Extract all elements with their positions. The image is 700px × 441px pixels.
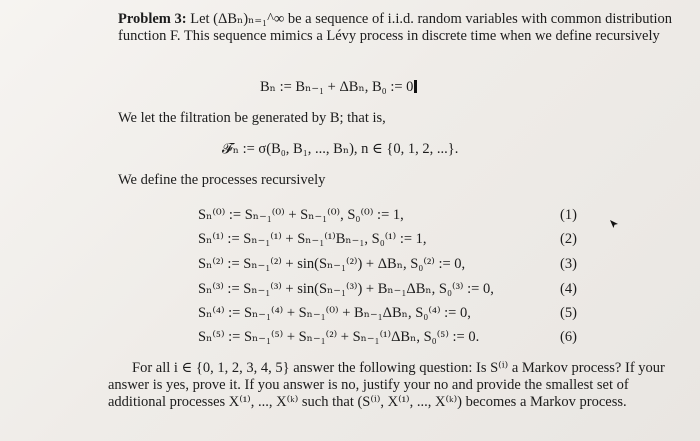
equation-4: Sₙ⁽³⁾ := Sₙ₋₁⁽³⁾ + sin(Sₙ₋₁⁽³⁾) + Bₙ₋₁ΔBₙ, S₀⁽³⁾ := 0, xyxy=(198,281,494,297)
text-cursor xyxy=(414,80,417,93)
equation-5: Sₙ⁽⁴⁾ := Sₙ₋₁⁽⁴⁾ + Sₙ₋₁⁽⁰⁾ + Bₙ₋₁ΔBₙ, S₀⁽⁴⁾ := 0, xyxy=(198,305,471,321)
equation-2: Sₙ⁽¹⁾ := Sₙ₋₁⁽¹⁾ + Sₙ₋₁⁽¹⁾Bₙ₋₁, S₀⁽¹⁾ := 1, xyxy=(198,231,427,247)
equation-3: Sₙ⁽²⁾ := Sₙ₋₁⁽²⁾ + sin(Sₙ₋₁⁽²⁾) + ΔBₙ, S₀⁽²⁾ := 0, xyxy=(198,256,466,272)
problem-intro xyxy=(118,11,678,45)
filtration-text: We let the filtration be generated by B; that is, xyxy=(118,110,386,126)
equation-number-6: (6) xyxy=(560,329,577,345)
equation-number-4: (4) xyxy=(560,281,577,297)
recursion-formula: Bₙ := Bₙ₋₁ + ΔBₙ, B₀ := 0 xyxy=(260,79,417,96)
problem-heading: Problem 3: xyxy=(118,11,187,27)
filtration-formula: 𝓕ₙ := σ(B₀, B₁, ..., Bₙ), n ∈ {0, 1, 2, ...}. xyxy=(222,141,459,157)
equation-1: Sₙ⁽⁰⁾ := Sₙ₋₁⁽⁰⁾ + Sₙ₋₁⁽⁰⁾, S₀⁽⁰⁾ := 1, xyxy=(198,207,404,223)
question-text: For all i ∈ {0, 1, 2, 3, 4, 5} answer the following question: Is S⁽ⁱ⁾ a Markov process? If your answer is yes, prove it. If you answer is no, justify your no and provide the smallest set of additional processes X⁽¹⁾, ..., X⁽ᵏ⁾ such that (S⁽ⁱ⁾, X⁽¹⁾, ..., X⁽ᵏ⁾) becomes a Markov process. xyxy=(108,360,665,410)
equation-number-5: (5) xyxy=(560,305,577,321)
mouse-pointer-icon xyxy=(609,219,619,229)
equation-number-1: (1) xyxy=(560,207,577,223)
equation-number-3: (3) xyxy=(560,256,577,272)
processes-text: We define the processes recursively xyxy=(118,172,326,188)
equation-number-2: (2) xyxy=(560,231,577,247)
intro-text: Let (ΔBₙ)ₙ₌₁^∞ be a sequence of i.i.d. random variables with common distribution function F. This sequence mimics a Lévy process in discrete time when we define recursively xyxy=(118,11,672,44)
equation-6: Sₙ⁽⁵⁾ := Sₙ₋₁⁽⁵⁾ + Sₙ₋₁⁽²⁾ + Sₙ₋₁⁽¹⁾ΔBₙ, S₀⁽⁵⁾ := 0. xyxy=(198,329,480,345)
